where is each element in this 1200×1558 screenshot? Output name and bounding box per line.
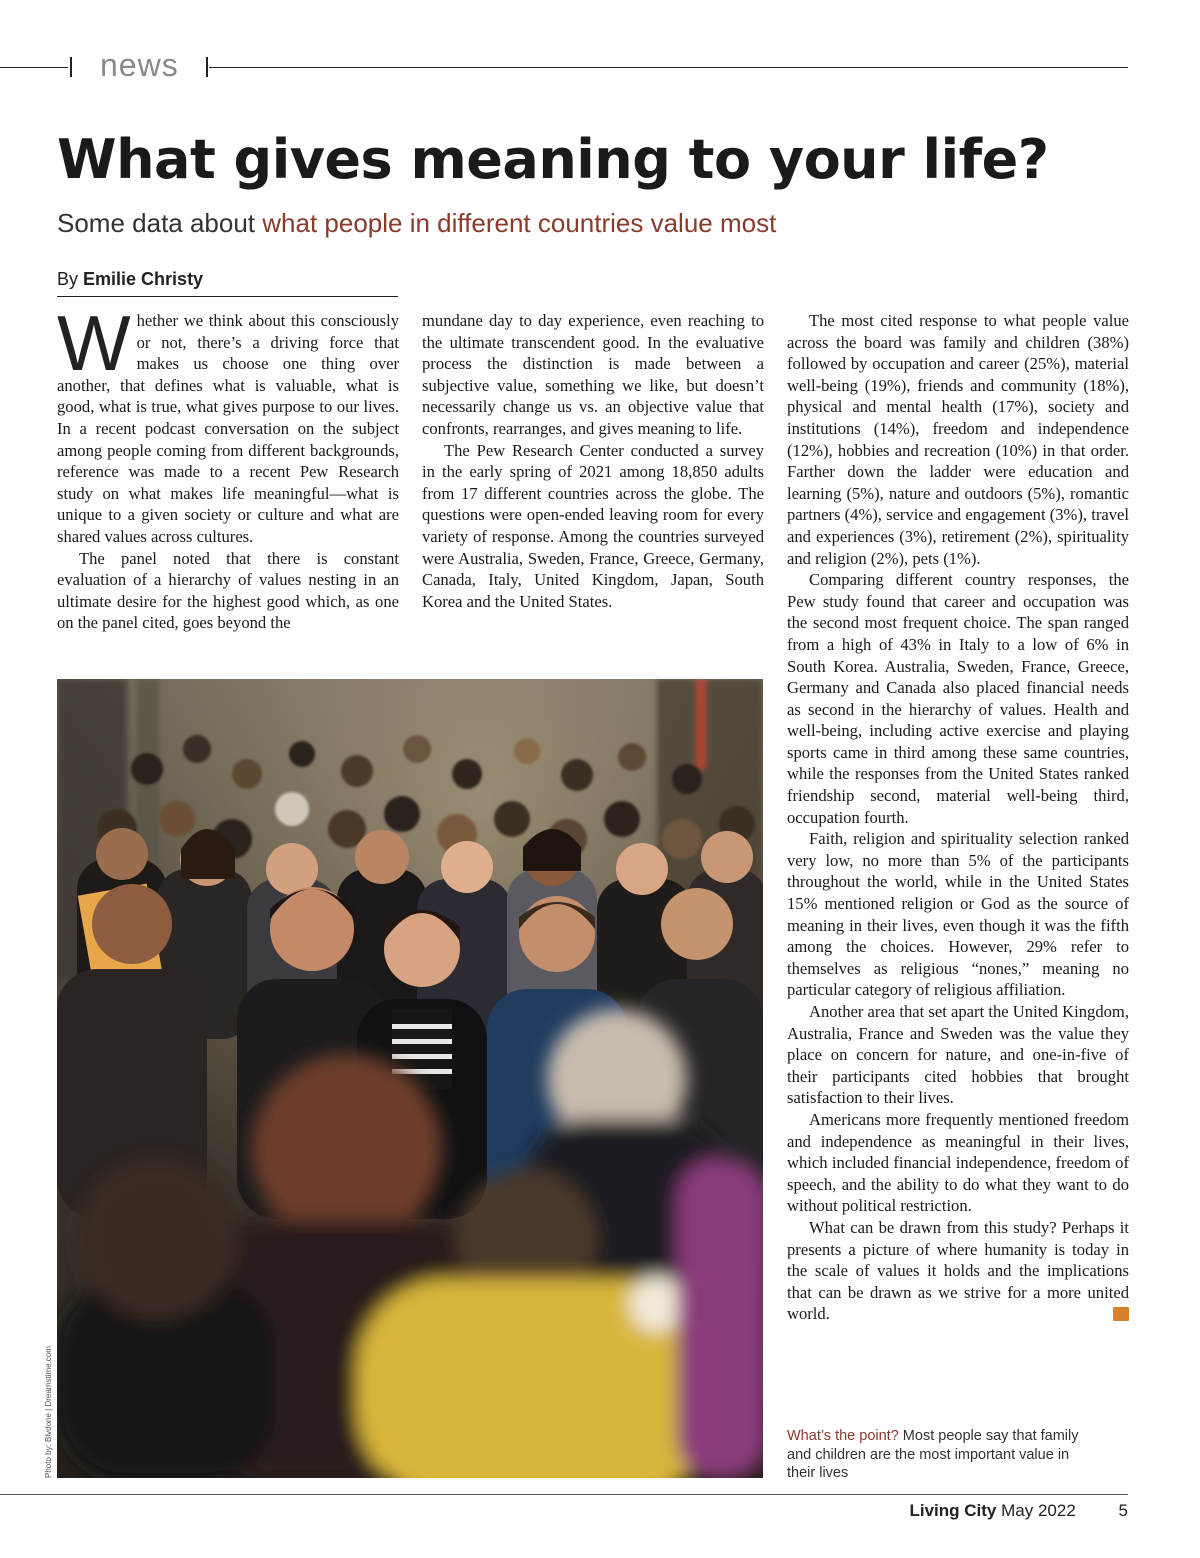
article-paragraph: The most cited response to what people value across the board was family and children (38%) followed by occupation and career (25%), material well-being (19%), friends and community (18%), physical and mental health (17%), society and institutions (14%), freedom and independence (12%), hobbies and recreation (10%) in that order. Farther down the ladder were education and learning (5%), nature and outdoors (5%), romantic partners (4%), service and engagement (3%), travel and experiences (3%), retirement (2%), spirituality and religion (2%), pets (1%). [787,311,1129,568]
byline-author: Emilie Christy [83,269,204,289]
article-column-3 [787,310,1147,1325]
whats-the-point-lead: What’s the point? [787,1428,899,1444]
footer-publication: Living City [909,1501,997,1520]
byline-prefix: By [57,269,79,289]
section-label: news [100,47,179,83]
end-mark-icon: LC [1113,1307,1129,1321]
whats-the-point [787,1427,1087,1483]
header-rule-left [0,67,68,68]
article-paragraph: The Pew Research Center conducted a survey in the early spring of 2021 among 18,850 adults from 17 different countries across the globe. The questions were open-ended leaving room for every variety of response. Among the countries surveyed were Australia, Sweden, France, Greece, Germany, Canada, Italy, United Kingdom, Japan, South Korea and the United States. [422,440,764,611]
article-paragraph: Comparing different country responses, the Pew study found that career and occupation was the second most frequent choice. The span ranged from a high of 43% in Italy to a low of 6% in South Korea. Australia, Sweden, France, Greece, Germany and Canada also placed financial needs as second in the hierarchy of values. Health and well-being, including active exercise and playing sports came in third among these same countries, while the responses from the United States ranked friendship second, material well-being third, occupation fourth. [787,570,1129,827]
article-column-1 [57,299,399,634]
article-paragraph: Faith, religion and spirituality selection ranked very low, no more than 5% of the participants throughout the world, while in the United States 15% mentioned religion or God as the source of meaning in their lives, even though it was the fifth among the choices. However, 29% refer to themselves as religious “nones,” meaning no particular category of religious affiliation. [787,829,1129,1000]
subhead-plain: Some data about [57,208,263,238]
header-tick-right [206,57,208,77]
byline [57,266,398,297]
paragraph-text: What can be drawn from this study? Perhaps it presents a picture of where humanity is today in the scale of values it holds and the implications that can be drawn as we strive for a more united world. [787,1217,1129,1324]
footer-rule [0,1494,1128,1495]
whats-the-point-text: Most people say that family and children are the most important value in their lives [787,1428,1079,1481]
header-rule-right [209,67,1128,68]
page-number: 5 [1118,1501,1128,1520]
article-paragraph: Another area that set apart the United Kingdom, Australia, France and Sweden was the value they place on concern for nature, and one-in-five of their participants cited hobbies that brought satisfaction to their lives. [787,1002,1129,1108]
crowd-illustration [57,679,763,1478]
article-column-2 [422,310,764,612]
article-paragraph: The panel noted that there is constant evaluation of a hierarchy of values nesting in an ultimate desire for the highest good which, as one on the panel cited, goes beyond the [57,548,399,633]
article-paragraph [57,299,399,548]
headline: What gives meaning to your life? [57,128,1049,191]
article-paragraph [787,1217,1147,1325]
photo-credit: Photo by: Blvdone | Dreamstime.com [44,1346,53,1478]
article-paragraph: Americans more frequently mentioned freedom and independence as meaningful in their lives, which included financial independence, freedom of speech, and the ability to do what they want to do without political restriction. [787,1109,1129,1216]
header-tick-left [70,57,72,77]
subhead-accent: what people in different countries value most [262,208,777,238]
subhead [57,205,1157,241]
drop-cap: W [57,299,131,387]
crowd-photo [57,679,763,1478]
footer-issue: May 2022 [1001,1501,1076,1520]
page-footer [909,1499,1128,1523]
article-paragraph: mundane day to day experience, even reaching to the ultimate transcendent good. In the evaluative process the distinction is made between a subjective value, something we like, but doesn’t necessarily change us vs. an objective value that confronts, rearranges, and gives meaning to life. [422,311,764,438]
paragraph-text: hether we think about this consciously or not, there’s a driving force that makes us choose one thing over another, that defines what is valuable, what is good, what is true, what gives purpose to our lives. In a recent podcast conversation on the subject among people coming from different backgrounds, reference was made to a recent Pew Research study on what makes life meaningful—what is unique to a given society or culture and what are shared values across cultures. [57,311,399,546]
